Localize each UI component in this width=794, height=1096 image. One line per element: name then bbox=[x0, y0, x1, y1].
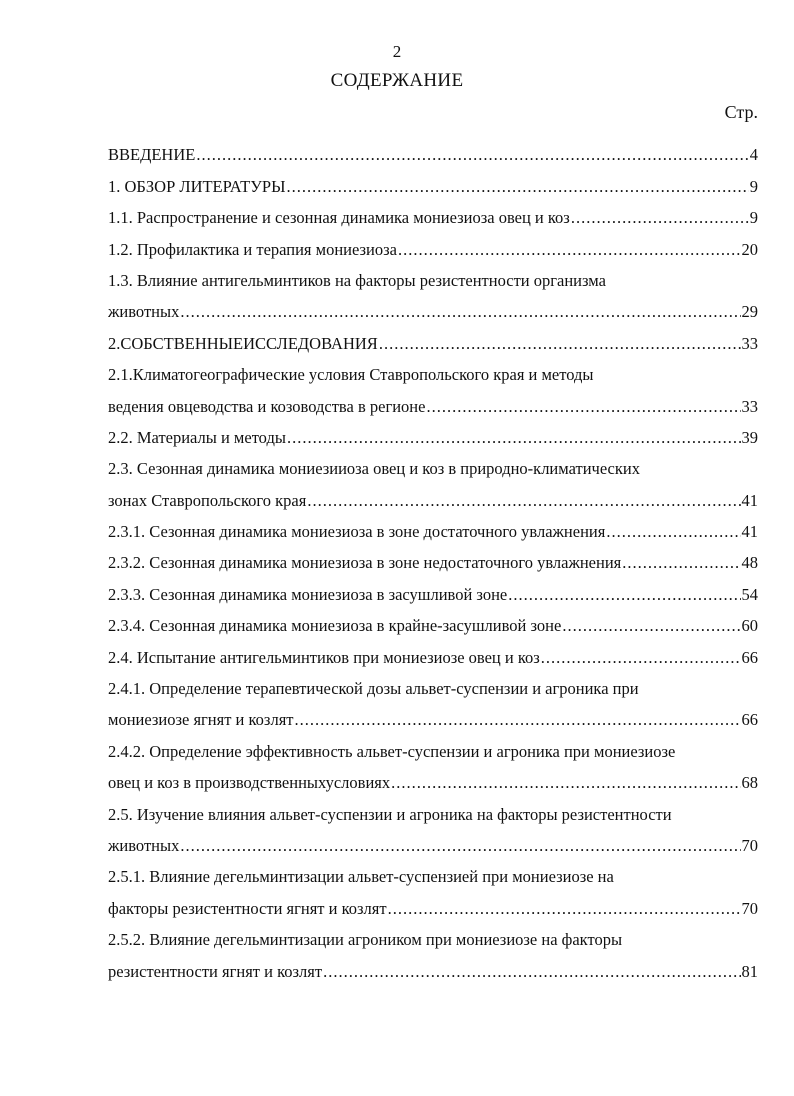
toc-entry-text: 2.СОБСТВЕННЫЕИССЛЕДОВАНИЯ bbox=[108, 333, 378, 353]
toc-line bbox=[108, 542, 758, 573]
toc-line bbox=[108, 448, 758, 479]
dot-leader bbox=[571, 208, 749, 228]
toc-line bbox=[108, 197, 758, 228]
toc-entry-text: 2.3.2. Сезонная динамика мониезиоза в зоне недостаточного увлажнения bbox=[108, 553, 622, 573]
dot-leader bbox=[307, 491, 740, 511]
toc-entry-text: 2.5. Изучение влияния альвет-суспензии и агроника на факторы резистентности bbox=[108, 804, 672, 824]
toc-page-number: 9 bbox=[749, 176, 758, 196]
toc-page-number: 9 bbox=[749, 208, 758, 228]
dot-leader bbox=[287, 428, 741, 448]
toc-page-number: 70 bbox=[741, 835, 758, 855]
dot-leader bbox=[508, 585, 740, 605]
dot-leader bbox=[323, 962, 740, 982]
page-title: СОДЕРЖАНИЕ bbox=[330, 70, 464, 91]
toc-line bbox=[108, 825, 758, 856]
toc-page-number: 20 bbox=[741, 239, 758, 259]
toc-entry-text: ведения овцеводства и козоводства в регионе bbox=[108, 396, 426, 416]
toc-entry-text: 2.2. Материалы и методы bbox=[108, 427, 286, 447]
dot-leader bbox=[295, 710, 741, 730]
toc-line bbox=[108, 573, 758, 604]
dot-leader bbox=[180, 836, 740, 856]
toc-line bbox=[108, 134, 758, 165]
toc-line bbox=[108, 417, 758, 448]
toc-page-number: 29 bbox=[741, 302, 758, 322]
toc-entry-text: 1.3. Влияние антигельминтиков на факторы резистентности организма bbox=[108, 270, 606, 290]
dot-leader bbox=[196, 145, 748, 165]
toc-line bbox=[108, 260, 758, 291]
toc-line bbox=[108, 511, 758, 542]
toc-page-number: 81 bbox=[741, 961, 758, 981]
dot-leader bbox=[562, 616, 740, 636]
toc-line bbox=[108, 730, 758, 761]
toc-page-number: 68 bbox=[741, 773, 758, 793]
toc-page-number: 33 bbox=[741, 396, 758, 416]
toc-entry-text: 2.4.2. Определение эффективность альвет-суспензии и агроника при мониезиозе bbox=[108, 741, 676, 761]
toc-line bbox=[108, 291, 758, 322]
toc-entry-text: факторы резистентности ягнят и козлят bbox=[108, 898, 387, 918]
toc-entry-text: резистентности ягнят и козлят bbox=[108, 961, 323, 981]
toc-entry-text: животных bbox=[108, 835, 180, 855]
toc-line bbox=[108, 479, 758, 510]
dot-leader bbox=[287, 177, 749, 197]
toc-page-number: 54 bbox=[741, 584, 758, 604]
toc-line bbox=[108, 699, 758, 730]
toc-line bbox=[108, 856, 758, 887]
dot-leader bbox=[541, 648, 741, 668]
dot-leader bbox=[606, 522, 740, 542]
toc-line bbox=[108, 605, 758, 636]
toc-page-number: 66 bbox=[741, 710, 758, 730]
toc-entry-text: 2.5.1. Влияние дегельминтизации альвет-суспензией при мониезиозе на bbox=[108, 867, 614, 887]
toc-entry-text: 1.2. Профилактика и терапия мониезиоза bbox=[108, 239, 397, 259]
toc-entry-text: 2.4.1. Определение терапевтической дозы альвет-суспензии и агроника при bbox=[108, 679, 639, 699]
toc-line bbox=[108, 762, 758, 793]
toc-page-number: 70 bbox=[741, 898, 758, 918]
toc-page-number: 41 bbox=[741, 522, 758, 542]
toc-line bbox=[108, 887, 758, 918]
toc-entry-text: 2.3.4. Сезонная динамика мониезиоза в крайне-засушливой зоне bbox=[108, 616, 562, 636]
toc-line bbox=[108, 636, 758, 667]
toc-page-number: 48 bbox=[741, 553, 758, 573]
toc-entry-text: ВВЕДЕНИЕ bbox=[108, 145, 196, 165]
toc-entry-text: 2.5.2. Влияние дегельминтизации агроником при мониезиозе на факторы bbox=[108, 930, 623, 950]
page-column-header: Стр. bbox=[724, 102, 758, 122]
toc-entry-text: 1.1. Распространение и сезонная динамика мониезиоза овец и коз bbox=[108, 208, 570, 228]
toc-entry-text: овец и коз в производственныхусловиях bbox=[108, 773, 391, 793]
toc-page-number: 39 bbox=[741, 427, 758, 447]
toc-line bbox=[108, 385, 758, 416]
toc-page-number: 41 bbox=[741, 490, 758, 510]
toc-page-number: 4 bbox=[749, 145, 758, 165]
toc-entry-text: животных bbox=[108, 302, 180, 322]
page-number: 2 bbox=[392, 42, 402, 61]
dot-leader bbox=[388, 899, 741, 919]
toc-entry-text: 1. ОБЗОР ЛИТЕРАТУРЫ bbox=[108, 176, 286, 196]
table-of-contents bbox=[108, 134, 758, 982]
toc-line bbox=[108, 919, 758, 950]
toc-entry-text: 2.3. Сезонная динамика мониезииоза овец и коз в природно-климатических bbox=[108, 459, 640, 479]
toc-line bbox=[108, 165, 758, 196]
toc-entry-text: зонах Ставропольского края bbox=[108, 490, 307, 510]
toc-line bbox=[108, 950, 758, 981]
toc-line bbox=[108, 354, 758, 385]
toc-entry-text: 2.4. Испытание антигельминтиков при мониезиозе овец и коз bbox=[108, 647, 540, 667]
dot-leader bbox=[622, 553, 740, 573]
dot-leader bbox=[391, 773, 740, 793]
toc-line bbox=[108, 793, 758, 824]
dot-leader bbox=[379, 334, 741, 354]
toc-line bbox=[108, 668, 758, 699]
toc-page-number: 60 bbox=[741, 616, 758, 636]
toc-line bbox=[108, 322, 758, 353]
toc-page-number: 33 bbox=[741, 333, 758, 353]
toc-entry-text: 2.1.Климатогеографические условия Ставропольского края и методы bbox=[108, 365, 594, 385]
toc-page-number: 66 bbox=[741, 647, 758, 667]
toc-entry-text: 2.3.1. Сезонная динамика мониезиоза в зоне достаточного увлажнения bbox=[108, 522, 606, 542]
toc-entry-text: мониезиозе ягнят и козлят bbox=[108, 710, 294, 730]
dot-leader bbox=[180, 302, 740, 322]
dot-leader bbox=[426, 397, 740, 417]
dot-leader bbox=[398, 240, 741, 260]
toc-line bbox=[108, 228, 758, 259]
toc-entry-text: 2.3.3. Сезонная динамика мониезиоза в засушливой зоне bbox=[108, 584, 508, 604]
